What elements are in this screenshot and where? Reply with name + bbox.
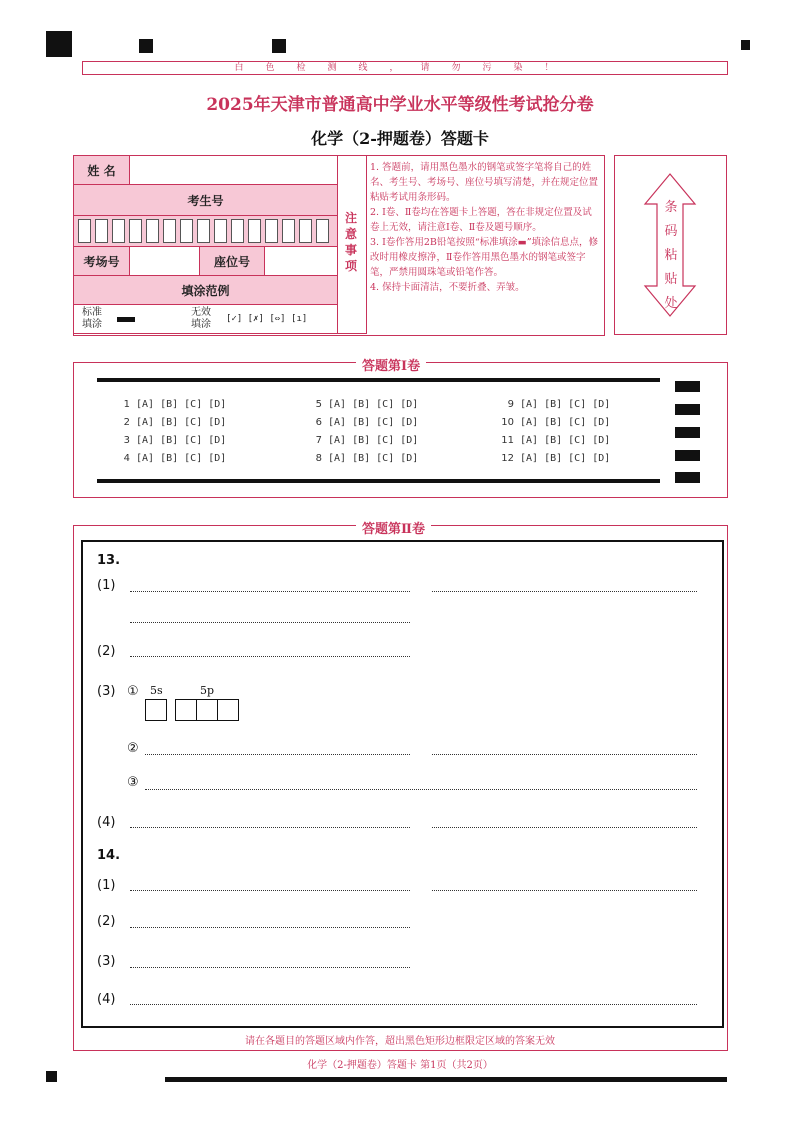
invalid-fill-label: 无效填涂 (191, 307, 211, 330)
choice-question-6[interactable] (308, 417, 418, 428)
id-digit-box[interactable] (316, 219, 329, 243)
q14-part4-label: (4) (97, 992, 116, 1007)
answer-line[interactable] (130, 656, 410, 657)
sub-item-3: ③ (127, 775, 139, 790)
question-number: 1 (123, 399, 130, 410)
choice-question-7[interactable] (308, 435, 418, 446)
answer-line[interactable] (145, 789, 697, 790)
corner-mark (46, 31, 72, 57)
id-label: 考生号 (73, 184, 338, 216)
id-digit-box[interactable] (129, 219, 142, 243)
name-field[interactable] (129, 155, 338, 185)
question-number: 2 (123, 417, 130, 428)
choice-question-1[interactable] (116, 399, 226, 410)
q13-part3-label: (3) (97, 684, 116, 699)
barcode-label: 条码粘贴处 (664, 200, 678, 311)
timing-mark (139, 39, 153, 53)
question-number: 5 (315, 399, 322, 410)
seat-label: 座位号 (199, 246, 265, 276)
choice-question-11[interactable] (500, 435, 610, 446)
id-digit-box[interactable] (180, 219, 193, 243)
answer-options[interactable]: [A] [B] [C] [D] (328, 399, 419, 410)
boundary-warning: 请在各题目的答题区域内作答，超出黑色矩形边框限定区域的答案无效 (245, 1036, 555, 1047)
question-number: 4 (123, 453, 130, 464)
answer-line[interactable] (432, 890, 697, 891)
answer-line[interactable] (130, 591, 410, 592)
answer-line[interactable] (432, 827, 697, 828)
answer-options[interactable]: [A] [B] [C] [D] (136, 399, 227, 410)
id-digit-box[interactable] (163, 219, 176, 243)
id-digit-box[interactable] (282, 219, 295, 243)
answer-line[interactable] (432, 754, 697, 755)
answer-line[interactable] (145, 754, 410, 755)
timing-mark (675, 427, 700, 438)
orbital-box-5p[interactable] (175, 699, 197, 721)
question-number: 11 (501, 435, 514, 446)
q13-number: 13. (97, 553, 121, 568)
choice-question-3[interactable] (116, 435, 226, 446)
corner-mark (46, 1071, 57, 1082)
choice-question-5[interactable] (308, 399, 418, 410)
standard-fill-label: 标准填涂 (82, 307, 102, 330)
answer-options[interactable]: [A] [B] [C] [D] (520, 453, 611, 464)
choice-question-4[interactable] (116, 453, 226, 464)
answer-options[interactable]: [A] [B] [C] [D] (520, 435, 611, 446)
id-digit-box[interactable] (265, 219, 278, 243)
answer-line[interactable] (130, 827, 410, 828)
room-label: 考场号 (73, 246, 130, 276)
id-digit-box[interactable] (214, 219, 227, 243)
q14-number: 14. (97, 848, 121, 863)
id-digit-box[interactable] (146, 219, 159, 243)
sub-item-1: ① (127, 684, 139, 699)
seat-field[interactable] (264, 246, 338, 276)
instruction-item: 3. Ⅰ卷作答用2B铅笔按照“标准填涂▬”填涂信息点，修改时用橡皮擦净，Ⅱ卷作答用黑色墨水的钢笔或签字笔，严禁用圆珠笔或铅笔作答。 (370, 237, 599, 278)
part1-box (73, 362, 728, 498)
white-detection-strip: 白色检测线，请勿污染！ (82, 61, 728, 75)
timing-mark (272, 39, 286, 53)
choice-question-2[interactable] (116, 417, 226, 428)
part2-answer-frame (81, 540, 724, 1028)
part1-bottom-rule (97, 479, 660, 483)
question-number: 8 (315, 453, 322, 464)
bottom-rule (165, 1077, 727, 1082)
part2-title: 答题第Ⅱ卷 (356, 518, 431, 537)
answer-line[interactable] (130, 967, 410, 968)
invalid-fill-samples: [✓] [✗] [⇔] [ı] (226, 314, 308, 324)
q13-part2-label: (2) (97, 644, 116, 659)
id-digit-box[interactable] (112, 219, 125, 243)
answer-options[interactable]: [A] [B] [C] [D] (328, 453, 419, 464)
part1-title: 答题第Ⅰ卷 (356, 355, 426, 374)
id-digit-box[interactable] (78, 219, 91, 243)
orbital-5s-label: 5s (150, 684, 163, 697)
timing-mark (675, 450, 700, 461)
choice-question-10[interactable] (500, 417, 610, 428)
id-digit-box[interactable] (197, 219, 210, 243)
standard-fill-sample (117, 317, 135, 322)
choice-question-12[interactable] (500, 453, 610, 464)
question-number: 9 (507, 399, 514, 410)
answer-options[interactable]: [A] [B] [C] [D] (136, 417, 227, 428)
sub-item-2: ② (127, 741, 139, 756)
notes-title: 注意事项 (345, 211, 358, 273)
q14-part2-label: (2) (97, 914, 116, 929)
orbital-5p-label: 5p (200, 684, 215, 697)
instructions-list (370, 160, 600, 295)
orbital-box-5s[interactable] (145, 699, 167, 721)
answer-options[interactable]: [A] [B] [C] [D] (136, 453, 227, 464)
answer-options[interactable]: [A] [B] [C] [D] (328, 417, 419, 428)
question-number: 12 (501, 453, 514, 464)
choice-question-8[interactable] (308, 453, 418, 464)
question-number: 3 (123, 435, 130, 446)
answer-line[interactable] (130, 622, 410, 623)
answer-options[interactable]: [A] [B] [C] [D] (520, 417, 611, 428)
answer-line[interactable] (130, 890, 410, 891)
answer-line[interactable] (130, 927, 410, 928)
q13-part1-label: (1) (97, 578, 116, 593)
question-number: 7 (315, 435, 322, 446)
timing-mark (675, 381, 700, 392)
instruction-item: 2. Ⅰ卷、Ⅱ卷均在答题卡上答题，答在非规定位置及试卷上无效，请注意Ⅰ卷、Ⅱ卷及题号顺序。 (370, 207, 592, 233)
question-number: 10 (501, 417, 514, 428)
choice-question-9[interactable] (500, 399, 610, 410)
corner-mark (741, 40, 750, 50)
exam-title: 2025年天津市普通高中学业水平等级性考试抢分卷 (206, 95, 594, 115)
q14-part1-label: (1) (97, 878, 116, 893)
id-digit-box[interactable] (95, 219, 108, 243)
barcode-area (614, 155, 727, 335)
answer-options[interactable]: [A] [B] [C] [D] (520, 399, 611, 410)
answer-options[interactable]: [A] [B] [C] [D] (328, 435, 419, 446)
orbital-box-5p[interactable] (196, 699, 218, 721)
timing-mark (675, 404, 700, 415)
q13-part4-label: (4) (97, 815, 116, 830)
instruction-item: 4. 保持卡面清洁，不要折叠、弄皱。 (370, 282, 525, 293)
card-subtitle: 化学（2-押题卷）答题卡 (311, 129, 489, 148)
question-number: 6 (315, 417, 322, 428)
id-digit-box[interactable] (299, 219, 312, 243)
part1-top-rule (97, 378, 660, 382)
instruction-item: 1. 答题前，请用黑色墨水的钢笔或签字笔将自己的姓名、考生号、考场号、座位号填写清楚，并在规定位置粘贴考试用条形码。 (370, 162, 599, 203)
page-footer: 化学（2-押题卷）答题卡 第1页（共2页） (307, 1060, 493, 1071)
room-field[interactable] (129, 246, 200, 276)
name-label: 姓 名 (73, 155, 130, 185)
id-digit-box[interactable] (231, 219, 244, 243)
q14-part3-label: (3) (97, 954, 116, 969)
answer-line[interactable] (432, 591, 697, 592)
orbital-box-5p[interactable] (217, 699, 239, 721)
timing-mark (675, 472, 700, 483)
answer-line[interactable] (130, 1004, 697, 1005)
id-digit-box[interactable] (248, 219, 261, 243)
answer-options[interactable]: [A] [B] [C] [D] (136, 435, 227, 446)
fill-example-label: 填涂范例 (73, 275, 338, 305)
